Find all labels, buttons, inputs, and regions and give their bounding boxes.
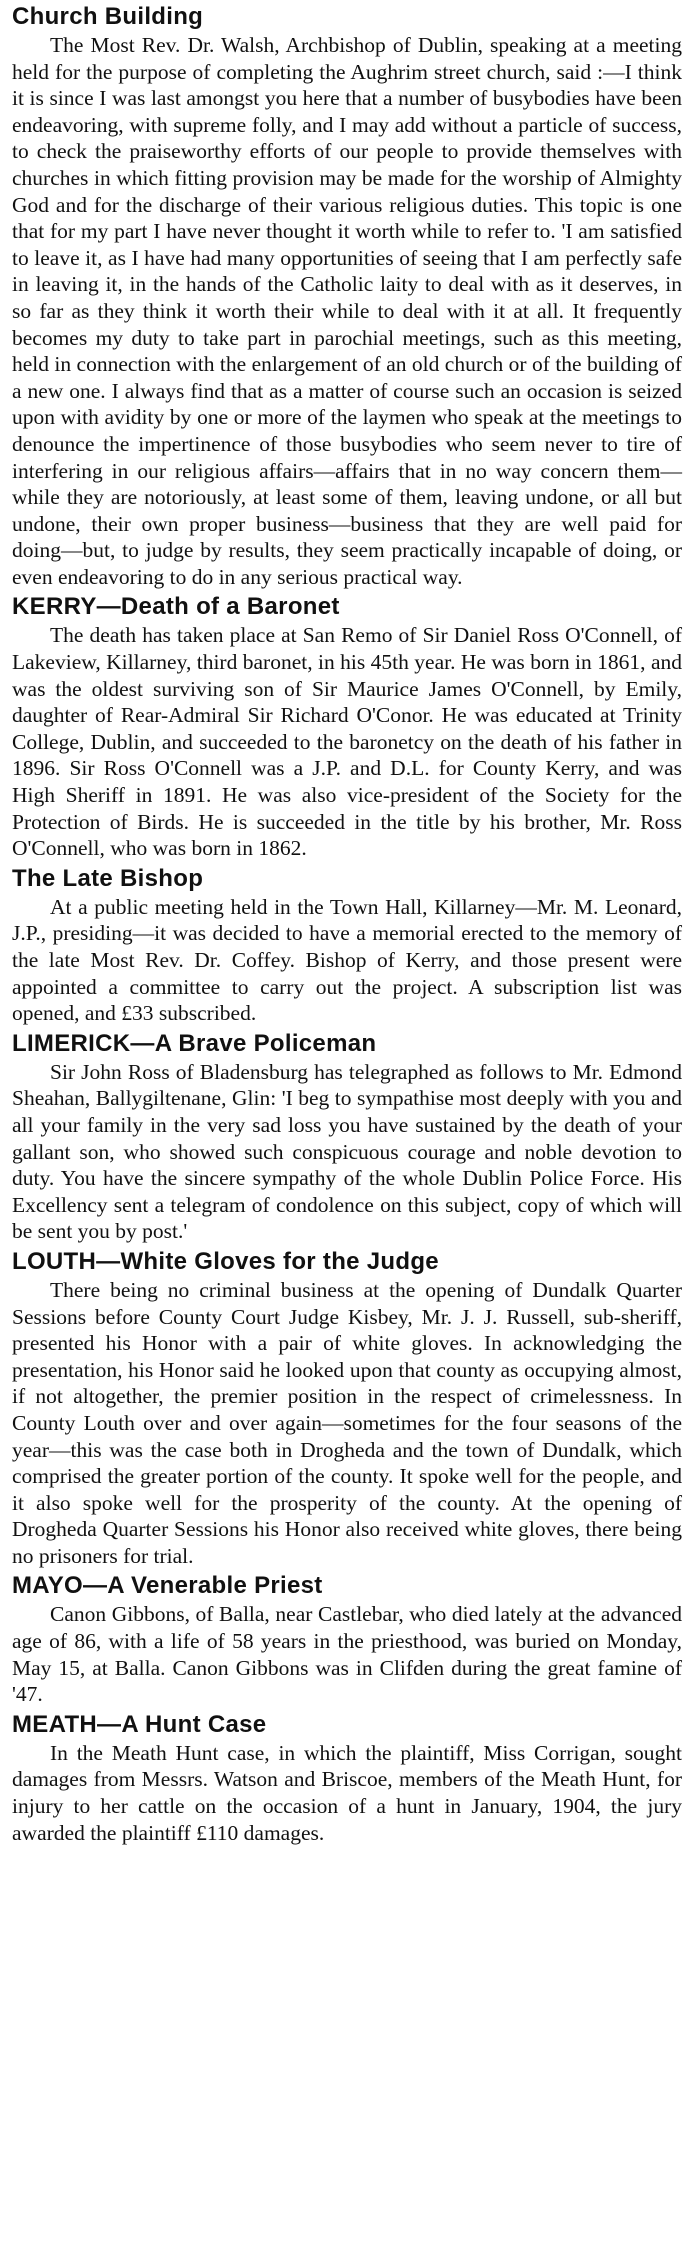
article-mayo-venerable-priest — [12, 1571, 682, 1707]
article-headline: MEATH—A Hunt Case — [12, 1710, 267, 1738]
article-headline: KERRY—Death of a Baronet — [12, 593, 340, 621]
article-church-building — [12, 2, 682, 590]
article-headline: MAYO—A Venerable Priest — [12, 1572, 323, 1600]
article-body: Sir John Ross of Bladensburg has telegraphed as follows to Mr. Edmond Sheahan, Ballygiltenane, Glin: 'I beg to sympathise most deeply with you and all your family in the very sad loss you have sustained by the death of your gallant son, who showed such conspicuous courage and noble devotion to duty. You have the sincere sympathy of the whole Dublin Police Force. His Excellency sent a telegram of condolence on this subject, copy of which will be sent you by post.' — [12, 1059, 682, 1244]
article-late-bishop — [12, 864, 682, 1027]
article-headline: LIMERICK—A Brave Policeman — [12, 1029, 377, 1057]
article-headline: The Late Bishop — [12, 864, 204, 892]
article-body: There being no criminal business at the opening of Dundalk Quarter Sessions before County Court Judge Kisbey, Mr. J. J. Russell, sub-sheriff, presented his Honor with a pair of white gloves. In acknowledging the presentation, his Honor said he looked upon that county as occupying almost, if not altogether, the premier position in the respect of crimelessness. In County Louth over and over again—sometimes for the four seasons of the year—this was the case both in Drogheda and the town of Dundalk, which comprised the greater portion of the county. It spoke well for the people, and it also spoke well for the prosperity of the county. At the opening of Drogheda Quarter Sessions his Honor also received white gloves, there being no prisoners for trial. — [12, 1277, 682, 1568]
article-body: Canon Gibbons, of Balla, near Castlebar, who died lately at the advanced age of 86, with a life of 58 years in the priesthood, was buried on Monday, May 15, at Balla. Canon Gibbons was in Clifden during the great famine of '47. — [12, 1602, 682, 1707]
article-body: The Most Rev. Dr. Walsh, Archbishop of Dublin, speaking at a meeting held for the purpose of completing the Aughrim street church, said :—I think it is since I was last amongst you here that a number of busybodies have been endeavoring, with supreme folly, and I may add without a particle of success, to check the praiseworthy efforts of our people to provide themselves with churches in which fitting provision may be made for the worship of Almighty God and for the discharge of their various religious duties. This topic is one that for my part I have never thought it worth while to refer to. 'I am satisfied to leave it, as I have had many opportunities of seeing that I am perfectly safe in leaving it, in the hands of the Catholic laity to deal with as it deserves, in so far as they think it worth their while to deal with it at all. It frequently becomes my duty to take part in parochial meetings, such as this meeting, held in connection with the enlargement of an old church or of the building of a new one. I always find that as a matter of course such an occasion is seized upon with avidity by one or more of the laymen who speak at the meetings to denounce the impertinence of those busybodies who seem never to tire of interfering in our religious affairs—affairs that in no way concern them—while they are notoriously, at least some of them, leaving undone, or all but undone, their own proper business—business that they are well paid for doing—but, to judge by results, they seem practically incapable of doing, or even endeavoring to do in any serious practical way. — [12, 33, 682, 589]
article-headline: LOUTH—White Gloves for the Judge — [12, 1247, 439, 1275]
article-body: In the Meath Hunt case, in which the plaintiff, Miss Corrigan, sought damages from Messrs. Watson and Briscoe, members of the Meath Hunt, for injury to her cattle on the occasion of a hunt in January, 1904, the jury awarded the plaintiff £110 damages. — [12, 1740, 682, 1845]
article-limerick-brave-policeman — [12, 1029, 682, 1245]
article-louth-white-gloves — [12, 1247, 682, 1570]
article-meath-hunt-case — [12, 1710, 682, 1846]
article-kerry-death-of-baronet — [12, 592, 682, 861]
article-body: At a public meeting held in the Town Hall, Killarney—Mr. M. Leonard, J.P., presiding—it was decided to have a memorial erected to the memory of the late Most Rev. Dr. Coffey. Bishop of Kerry, and those present were appointed a committee to carry out the project. A subscription list was opened, and £33 subscribed. — [12, 894, 682, 1026]
article-body: The death has taken place at San Remo of Sir Daniel Ross O'Connell, of Lakeview, Killarney, third baronet, in his 45th year. He was born in 1861, and was the oldest surviving son of Sir Maurice James O'Connell, by Emily, daughter of Rear-Admiral Sir Richard O'Conor. He was educated at Trinity College, Dublin, and succeeded to the baronetcy on the death of his father in 1896. Sir Ross O'Connell was a J.P. and D.L. for County Kerry, and was High Sheriff in 1891. He was also vice-president of the Society for the Protection of Birds. He is succeeded in the title by his brother, Mr. Ross O'Connell, who was born in 1862. — [12, 623, 682, 861]
article-headline: Church Building — [12, 3, 204, 30]
